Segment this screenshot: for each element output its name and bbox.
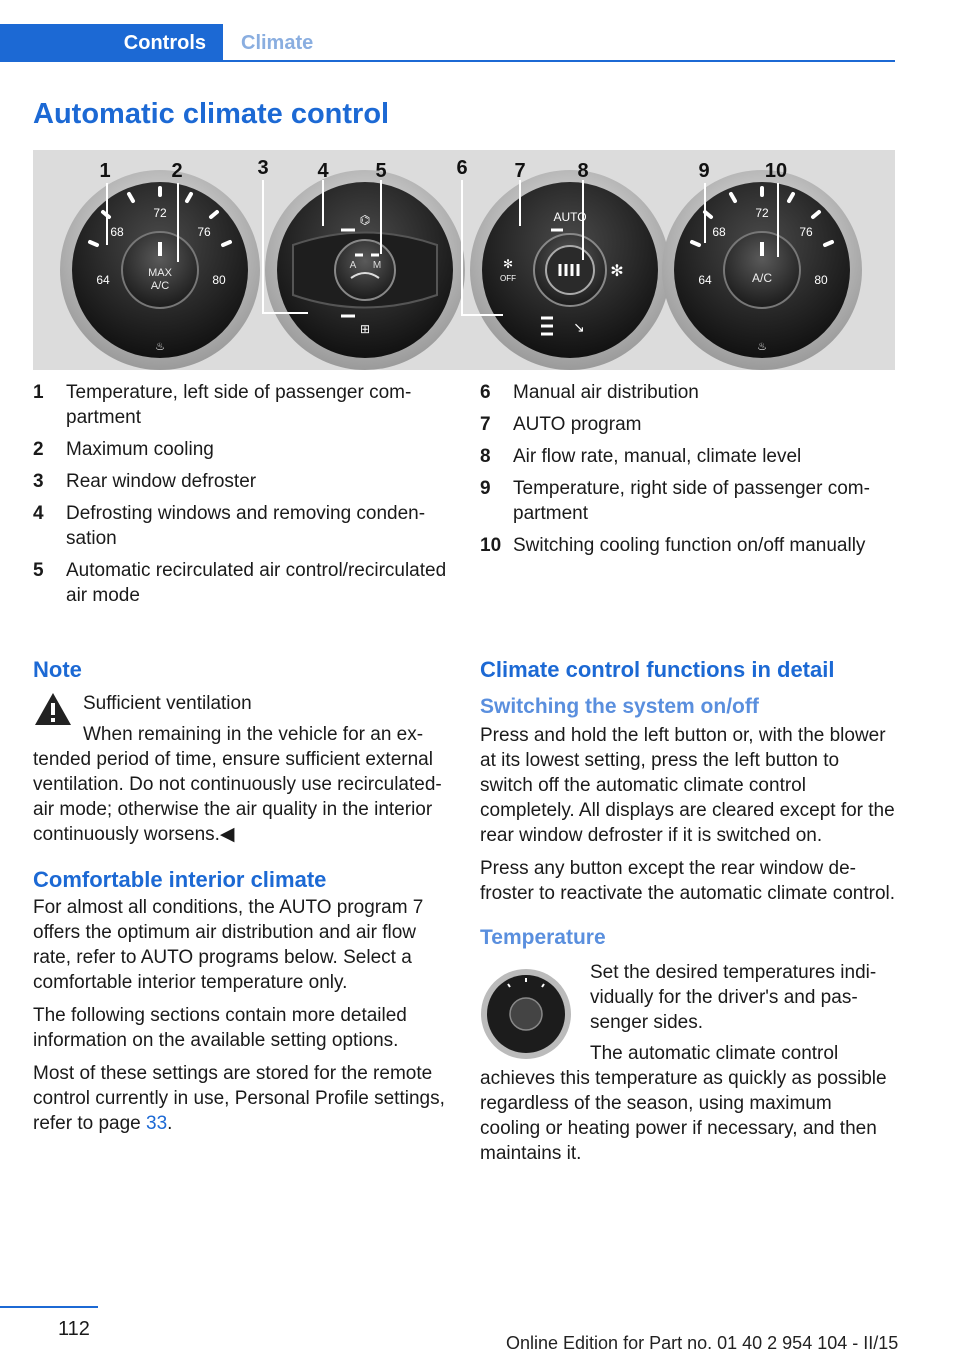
legend-item: 2 Maximum cooling (33, 439, 214, 460)
left-dial-64: 64 (96, 273, 110, 287)
legend-item: 10 Switching cooling function on/off manually (480, 535, 866, 556)
center-right-dial[interactable] (470, 170, 670, 370)
climate-panel-illustration (33, 150, 895, 370)
legend-item: 9 Temperature, right side of passenger compartment (480, 478, 870, 524)
note-body: When remaining in the vehicle for an extended period of time, ensure sufficient external ventilation. Do not continuously use recirculated-air mode; otherwise the air quality in the interior continuously worsens.◀ (33, 724, 442, 845)
header-rule (0, 60, 895, 62)
note-block (33, 691, 448, 847)
right-temperature-dial[interactable] (662, 170, 862, 370)
fan-off-icon: ✻ (502, 257, 514, 271)
ac-label: A/C (751, 271, 773, 285)
callout-5: 5 (375, 160, 387, 182)
left-temperature-dial[interactable] (60, 170, 260, 370)
legend-item: 8 Air flow rate, manual, climate level (480, 446, 802, 467)
switch-p2: Press any button except the rear window defroster to reactivate the automatic climate control. (480, 858, 896, 904)
left-column (33, 655, 448, 1144)
air-distribution-icon: ↘ (573, 319, 585, 335)
climate-control-figure (33, 150, 895, 370)
legend-item: 5 Automatic recirculated air control/recirculated air mode (33, 560, 447, 606)
left-dial-76: 76 (197, 225, 211, 239)
max-ac-label: A/C (150, 280, 170, 292)
temperature-p2: The automatic climate control achieves this temperature as quickly as possible regardless of the season, using maximum cooling or heating power if necessary, and then maintains it. (480, 1043, 887, 1164)
max-label: MAX (148, 267, 172, 279)
legend-item: 6 Manual air distribution (480, 382, 699, 403)
callout-8: 8 (577, 160, 589, 182)
callout-7: 7 (514, 160, 526, 182)
callout-3: 3 (257, 157, 269, 179)
right-column (480, 655, 895, 1174)
comfort-p3: Most of these settings are stored for the remote control currently in use, Personal Profile settings, refer to page 33. (33, 1063, 445, 1134)
legend-item: 3 Rear window defroster (33, 471, 257, 492)
callout-10: 10 (764, 160, 788, 182)
right-dial-68: 68 (712, 225, 726, 239)
temperature-p1: Set the desired temperatures individually for the driver's and passenger sides. (590, 962, 877, 1033)
left-dial-80: 80 (212, 273, 226, 287)
page-title: Automatic climate control (33, 98, 390, 130)
callout-9: 9 (698, 160, 710, 182)
temperature-knob-icon (480, 968, 572, 1060)
seat-heat-icon-left: ♨ (155, 341, 165, 353)
temperature-block (480, 960, 895, 1166)
comfort-p2: The following sections contain more detailed information on the available setting options. (33, 1005, 407, 1051)
page-number: 112 (58, 1318, 90, 1340)
switch-heading: Switching the system on/off (480, 695, 759, 718)
tab-controls[interactable]: Controls (0, 24, 223, 62)
footer-edition: Online Edition for Part no. 01 40 2 954 104 - II/15 (506, 1333, 899, 1353)
legend-item: 4 Defrosting windows and removing condensation (33, 503, 426, 549)
callout-1: 1 (99, 160, 111, 182)
comfort-heading: Comfortable interior climate (33, 867, 327, 892)
fan-icon: ✻ (610, 263, 624, 280)
callout-2: 2 (171, 160, 183, 182)
front-defrost-icon: ⌬ (359, 213, 371, 227)
tab-climate[interactable]: Climate (241, 32, 314, 54)
note-title: Sufficient ventilation (83, 693, 252, 714)
right-dial-80: 80 (814, 273, 828, 287)
seat-heat-icon-right: ♨ (757, 341, 767, 353)
off-label: OFF (500, 274, 516, 283)
left-dial-68: 68 (110, 225, 124, 239)
center-left-dial[interactable] (265, 170, 465, 370)
legend-item: 1 Temperature, left side of passenger compartment (33, 382, 412, 428)
legend-right (480, 380, 895, 565)
callout-4: 4 (317, 160, 329, 182)
header-tab-bar (0, 24, 895, 62)
recirc-a-label: A (349, 260, 357, 271)
note-heading: Note (33, 657, 82, 682)
right-dial-64: 64 (698, 273, 712, 287)
left-dial-72: 72 (153, 206, 167, 220)
footer-rule (0, 1306, 98, 1308)
switch-p1: Press and hold the left button or, with the blower at its lowest setting, press the left button to switch off the automatic climate control completely. All displays are cleared except for the rear window defroster if it is switched on. (480, 725, 895, 846)
right-dial-76: 76 (799, 225, 813, 239)
right-dial-72: 72 (755, 206, 769, 220)
auto-label: AUTO (553, 210, 587, 224)
legend-item: 7 AUTO program (480, 414, 642, 435)
callout-6: 6 (456, 157, 468, 179)
functions-heading: Climate control functions in detail (480, 657, 835, 682)
page-link[interactable]: 33 (146, 1113, 168, 1134)
comfort-p1: For almost all conditions, the AUTO program 7 offers the optimum air distribution and air flow rate, refer to AUTO programs below. Select a comfortable interior temperature only. (33, 897, 424, 993)
rear-defrost-icon: ⊞ (359, 322, 371, 336)
legend-left (33, 380, 448, 615)
warning-icon (33, 691, 73, 727)
recirc-m-label: M (372, 260, 382, 271)
temperature-heading: Temperature (480, 926, 606, 949)
